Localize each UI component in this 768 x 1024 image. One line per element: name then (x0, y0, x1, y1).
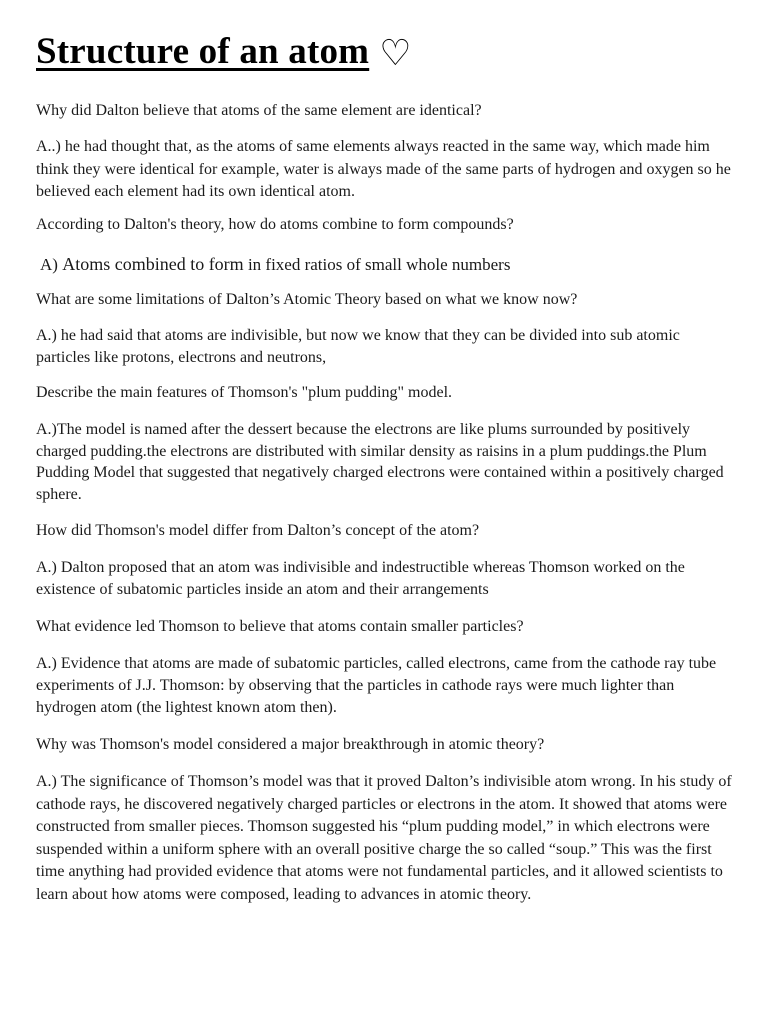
answer-1: A..) he had thought that, as the atoms of same elements always reacted in the same way, which made him think they were identical for example, water is always made of the same parts of hydrogen and oxygen so he believed each element had its own identical atom. (36, 138, 731, 200)
answer-2-emphasis: Atoms combined to form (62, 254, 244, 274)
answer-7: A.) The significance of Thomson’s model was that it proved Dalton’s indivisible atom wrong. In his study of cathode rays, he discovered negatively charged particles or electrons in the atom. It showed that atoms were constructed from smaller pieces. Thomson suggested his “plum pudding model,” in which electrons were suspended within a uniform sphere with an overall positive charge the so called “soup.” This was the first time anything had provided evidence that atoms were not fundamental particles, and it allowed scientists to learn about how atoms were composed, leading to advances in atomic theory. (36, 773, 732, 903)
question-1: Why did Dalton believe that atoms of the same element are identical? (36, 102, 482, 119)
answer-5: A.) Dalton proposed that an atom was indivisible and indestructible whereas Thomson worked on the existence of subatomic particles inside an atom and their arrangements (36, 559, 685, 598)
answer-3: A.) he had said that atoms are indivisible, but now we know that they can be divided into sub atomic particles like protons, electrons and neutrons, (36, 327, 680, 366)
answer-6: A.) Evidence that atoms are made of subatomic particles, called electrons, came from the cathode ray tube experiments of J.J. Thomson: by observing that the particles in cathode rays were much lighter than hydrogen atom (the lightest known atom then). (36, 655, 717, 716)
page-title: Structure of an atom (36, 31, 370, 72)
title-row (36, 30, 411, 74)
answer-2-prefix: A) (40, 255, 58, 274)
question-2: According to Dalton's theory, how do atoms combine to form compounds? (36, 216, 514, 233)
question-4: Describe the main features of Thomson's "plum pudding" model. (36, 384, 453, 401)
answer-2 (36, 253, 736, 276)
question-7: Why was Thomson's model considered a major breakthrough in atomic theory? (36, 736, 545, 753)
heart-outline-icon: ♡ (379, 33, 412, 74)
answer-2-rest: in fixed ratios of small whole numbers (243, 255, 511, 274)
question-3: What are some limitations of Dalton’s Atomic Theory based on what we know now? (36, 291, 578, 308)
question-5: How did Thomson's model differ from Dalton’s concept of the atom? (36, 522, 480, 539)
answer-4: A.)The model is named after the dessert because the electrons are like plums surrounded by positively charged pudding.the electrons are distributed with similar density as raisins in a plum puddings.the Plum Pudding Model that suggested that negatively charged electrons were contained within a positively charged sphere. (36, 421, 724, 504)
question-6: What evidence led Thomson to believe that atoms contain smaller particles? (36, 618, 524, 635)
